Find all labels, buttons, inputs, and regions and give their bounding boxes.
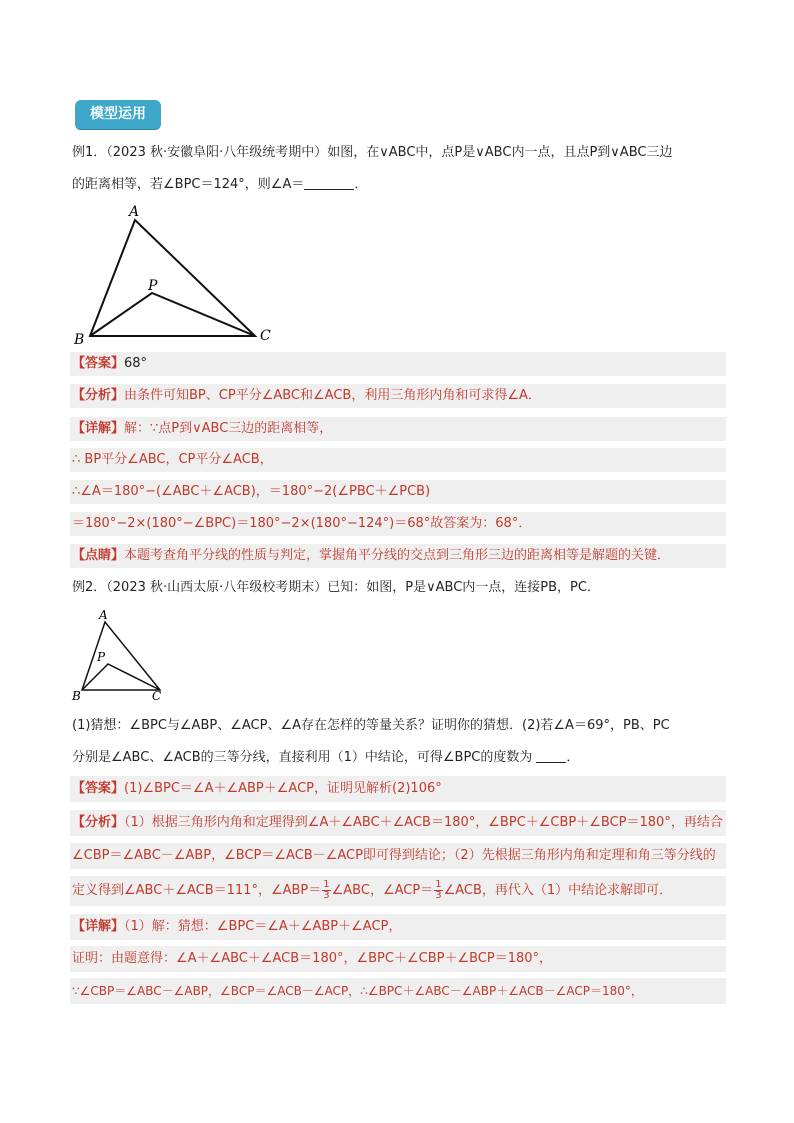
- vertex-label-a: A: [129, 204, 140, 220]
- ex1-triangle-figure: [70, 198, 290, 348]
- vertex-label-b: B: [72, 689, 81, 703]
- ex2-analysis3a: 定义得到∠ABC＋∠ACB＝111°，∠ABP＝: [72, 883, 322, 898]
- analysis-tag: 【分析】: [72, 388, 125, 403]
- ex1-detail-row2: ∴ BP平分∠ABC，CP平分∠ACB，: [70, 448, 726, 472]
- fraction-numerator: 1: [323, 879, 330, 890]
- ex2-analysis-row3: [70, 876, 726, 906]
- ex1-comment: 本题考查角平分线的性质与判定，掌握角平分线的交点到三角形三边的距离相等是解题的关键．: [124, 548, 671, 563]
- ex2-answer-row: [70, 776, 726, 802]
- ex2-detail1: （1）解：猜想：∠BPC＝∠A＋∠ABP＋∠ACP，: [124, 919, 402, 934]
- ex1-answer: 68°: [124, 356, 148, 371]
- ex1-question-line1: 例1．（2023 秋·安徽阜阳·八年级统考期中）如图，在∨ABC中，点P是∨ABC内一点，且点P到∨ABC三边: [72, 145, 673, 160]
- ex2-analysis-row1: [70, 810, 726, 836]
- answer-blank: [536, 748, 566, 763]
- ex2-question-end: ．: [566, 750, 580, 765]
- ex2-answer: (1)∠BPC＝∠A＋∠ABP＋∠ACP，证明见解析(2)106°: [124, 781, 442, 796]
- ex1-comment-row: [70, 544, 726, 568]
- ex2-detail-row3: ∵∠CBP＝∠ABC－∠ABP，∠BCP＝∠ACB－∠ACP，∴∠BPC＋∠ABC－∠ABP＋∠ACB－∠ACP＝180°，: [70, 978, 726, 1004]
- fraction-denominator: 3: [435, 890, 442, 901]
- ex2-analysis-row2: ∠CBP＝∠ABC－∠ABP，∠BCP＝∠ACB－∠ACP即可得到结论；（2）先根据三角形内角和定理和角三等分线的: [70, 843, 726, 869]
- ex1-detail-row1: [70, 417, 726, 441]
- detail-tag: 【详解】: [72, 421, 125, 436]
- ex1-detail-row4: ＝180°−2×(180°−∠BPC)＝180°−2×(180°−124°)＝68°故答案为：68°．: [70, 512, 726, 536]
- vertex-label-b: B: [74, 332, 85, 348]
- ex1-detail1: 解：∵点P到∨ABC三边的距离相等，: [124, 421, 333, 436]
- vertex-label-c: C: [152, 689, 162, 703]
- ex1-detail-row3: ∴∠A＝180°−(∠ABC＋∠ACB)，＝180°−2(∠PBC＋∠PCB): [70, 480, 726, 504]
- vertex-label-c: C: [260, 328, 271, 344]
- ex1-question-text: 的距离相等，若∠BPC＝124°，则∠A＝: [72, 177, 305, 192]
- ex2-question-text: 分别是∠ABC、∠ACB的三等分线，直接利用（1）中结论，可得∠BPC的度数为: [72, 750, 533, 765]
- vertex-label-p: P: [97, 650, 106, 664]
- comment-tag: 【点睛】: [72, 548, 125, 563]
- ex2-question-line2: (1)猜想：∠BPC与∠ABP、∠ACP、∠A存在怎样的等量关系？证明你的猜想．(2)若∠A＝69°，PB、PC: [72, 718, 670, 733]
- ex2-analysis3b: ∠ABC，∠ACP＝: [331, 883, 434, 898]
- ex2-detail-row2: 证明：由题意得：∠A＋∠ABC＋∠ACB＝180°，∠BPC＋∠CBP＋∠BCP＝180°，: [70, 946, 726, 972]
- ex1-analysis: 由条件可知BP、CP平分∠ABC和∠ACB，利用三角形内角和可求得∠A．: [124, 388, 541, 403]
- fraction-numerator: 1: [435, 879, 442, 890]
- fraction-one-third: [434, 880, 442, 901]
- fraction-one-third: [322, 880, 330, 901]
- ex1-question-line2: [72, 175, 724, 195]
- answer-tag: 【答案】: [72, 356, 125, 371]
- ex2-analysis3c: ∠ACB，再代入（1）中结论求解即可．: [443, 883, 673, 898]
- ex1-answer-row: [70, 352, 726, 376]
- analysis-tag: 【分析】: [72, 815, 125, 830]
- ex2-triangle-figure: [70, 604, 180, 704]
- ex2-question-line1: 例2．（2023 秋·山西太原·八年级校考期末）已知：如图，P是∨ABC内一点，连接PB，PC．: [72, 580, 600, 595]
- ex1-analysis-row: [70, 384, 726, 408]
- ex2-detail-row1: [70, 914, 726, 940]
- ex2-analysis1: （1）根据三角形内角和定理得到∠A＋∠ABC＋∠ACB＝180°，∠BPC＋∠CBP＋∠BCP＝180°，再结合: [124, 815, 723, 830]
- vertex-label-p: P: [148, 278, 158, 294]
- section-badge: 模型运用: [75, 100, 161, 129]
- detail-tag: 【详解】: [72, 919, 125, 934]
- answer-tag: 【答案】: [72, 781, 125, 796]
- vertex-label-a: A: [99, 608, 108, 622]
- answer-blank: [304, 175, 354, 190]
- ex1-question-end: ．: [354, 177, 368, 192]
- fraction-denominator: 3: [323, 890, 330, 901]
- ex2-question-line3: [72, 748, 724, 768]
